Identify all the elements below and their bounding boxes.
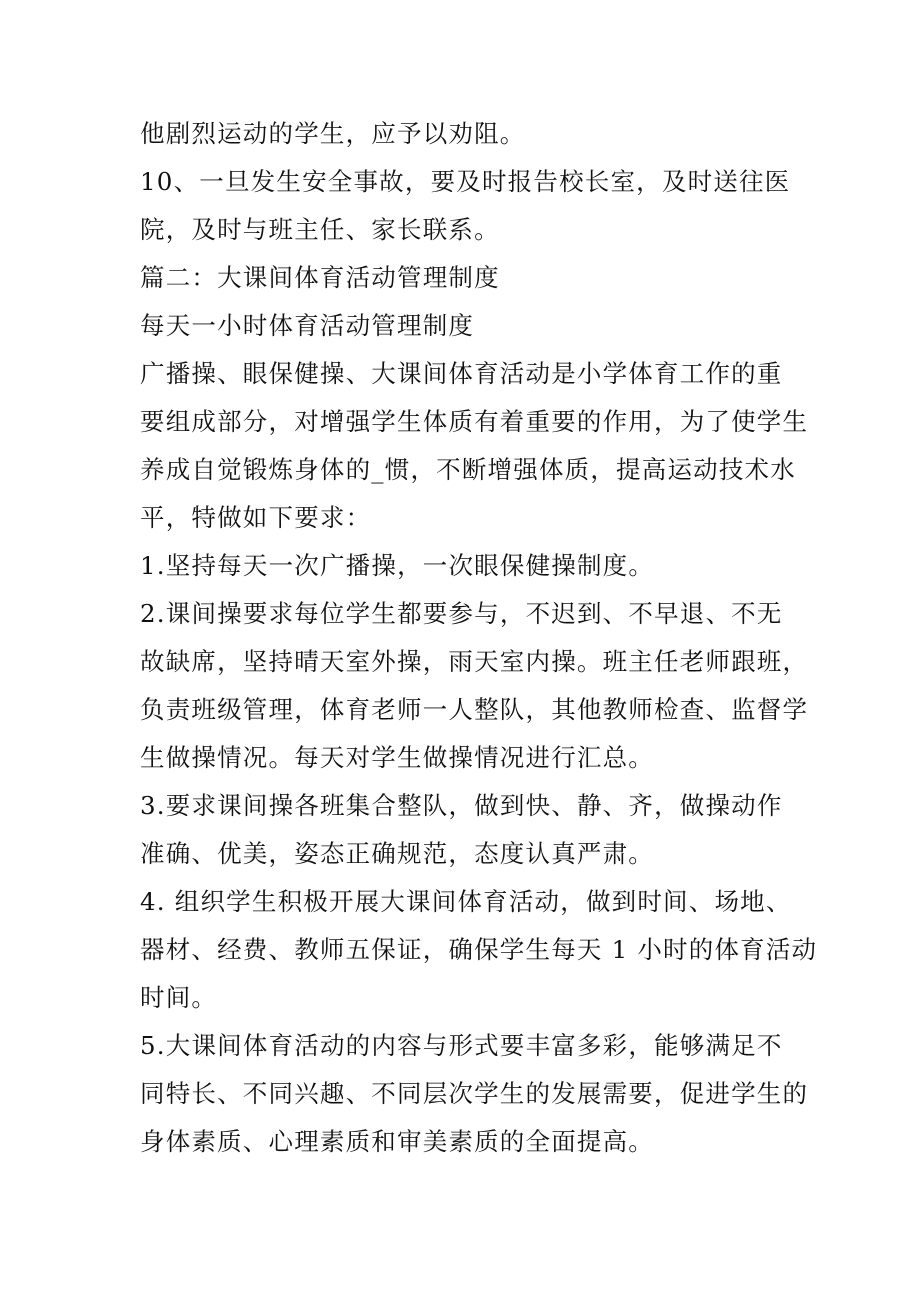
text-line: 平，特做如下要求： bbox=[140, 503, 372, 532]
list-item-2: 2.课间操要求每位学生都要参与，不迟到、不早退、不无 bbox=[140, 599, 783, 628]
text-line: 养成自觉锻炼身体的_惯，不断增强体质，提高运动技术水 bbox=[140, 455, 796, 484]
list-item-5: 5.大课间体育活动的内容与形式要丰富多彩，能够满足不 bbox=[140, 1031, 783, 1060]
text-line: 广播操、眼保健操、大课间体育活动是小学体育工作的重 bbox=[140, 359, 783, 388]
text-line: 器材、经费、教师五保证，确保学生每天 1 小时的体育活动 bbox=[140, 935, 818, 964]
text-line: 故缺席，坚持晴天室外操，雨天室内操。班主任老师跟班， bbox=[140, 647, 809, 676]
text-line: 同特长、不同兴趣、不同层次学生的发展需要，促进学生的 bbox=[140, 1079, 809, 1108]
text-line: 时间。 bbox=[140, 983, 218, 1012]
text-line: 要组成部分，对增强学生体质有着重要的作用，为了使学生 bbox=[140, 407, 809, 436]
list-item-1: 1.坚持每天一次广播操，一次眼保健操制度。 bbox=[140, 551, 655, 580]
section-heading: 篇二：大课间体育活动管理制度 bbox=[140, 263, 500, 292]
section-subtitle: 每天一小时体育活动管理制度 bbox=[140, 311, 475, 340]
text-line: 院，及时与班主任、家长联系。 bbox=[140, 215, 500, 244]
list-item-4: 4. 组织学生积极开展大课间体育活动，做到时间、场地、 bbox=[140, 887, 792, 916]
text-line: 10、一旦发生安全事故，要及时报告校长室，及时送往医 bbox=[140, 167, 791, 196]
text-line: 准确、优美，姿态正确规范，态度认真严肃。 bbox=[140, 839, 654, 868]
text-line: 身体素质、心理素质和审美素质的全面提高。 bbox=[140, 1127, 654, 1156]
text-line: 他剧烈运动的学生，应予以劝阻。 bbox=[140, 119, 526, 148]
text-line: 负责班级管理，体育老师一人整队，其他教师检查、监督学 bbox=[140, 695, 809, 724]
text-line: 生做操情况。每天对学生做操情况进行汇总。 bbox=[140, 743, 654, 772]
list-item-3: 3.要求课间操各班集合整队，做到快、静、齐，做操动作 bbox=[140, 791, 783, 820]
